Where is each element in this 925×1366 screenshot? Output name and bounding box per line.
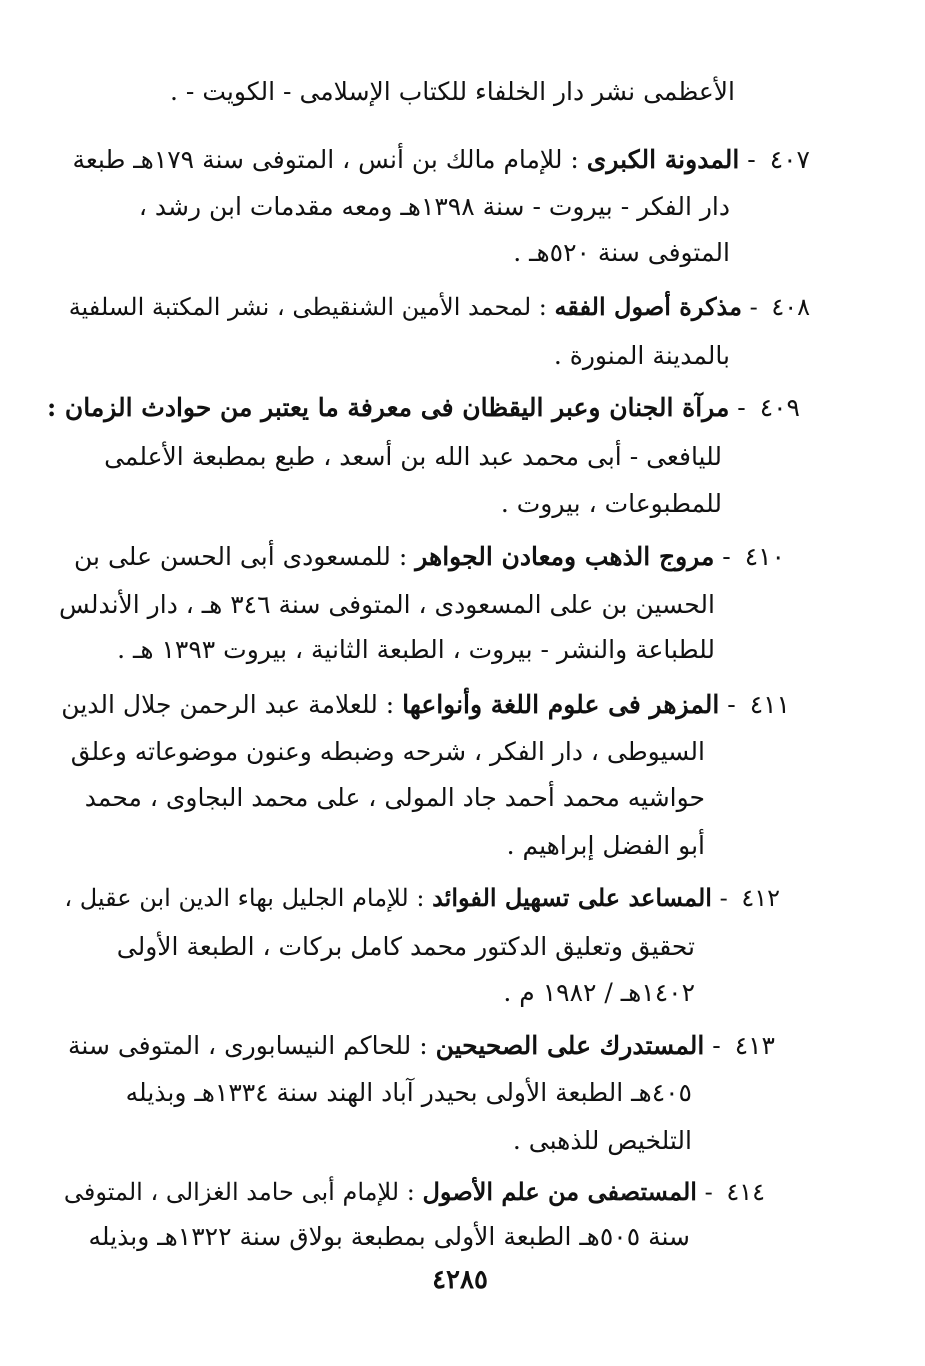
entry-first-line: ٤١٢ - المساعد على تسهيل الفوائد : للإمام الجليل بهاء الدين ابن عقيل ،	[64, 883, 780, 912]
entry-number: ٤١٤	[726, 1178, 765, 1206]
entry-title: المدونة الكبرى	[586, 145, 740, 174]
entry-number: ٤١٠	[744, 542, 785, 571]
intro-line: الأعظمى نشر دار الخلفاء للكتاب الإسلامى - الكويت - .	[170, 77, 735, 106]
entry-line: السيوطى ، دار الفكر ، شرحه وضبطه وعنون موضوعاته وعلق	[70, 737, 705, 766]
entry-first-rest: : للإمام مالك بن أنس ، المتوفى سنة ١٧٩هـ طبعة	[72, 145, 579, 174]
entry-line: لليافعى - أبى محمد عبد الله بن أسعد ، طبع بمطبعة الأعلمى	[104, 442, 722, 471]
entry-line: للطباعة والنشر - بيروت ، الطبعة الثانية ، بيروت ١٣٩٣ هـ .	[117, 635, 715, 664]
entry-title: المساعد على تسهيل الفوائد	[432, 883, 712, 912]
entry-first-line: ٤١١ - المزهر فى علوم اللغة وأنواعها : للعلامة عبد الرحمن جلال الدين	[61, 690, 790, 719]
entry-first-line: ٤١٤ - المستصفى من علم الأصول : للإمام أبى حامد الغزالى ، المتوفى	[63, 1177, 765, 1206]
entry-number: ٤١١	[749, 690, 790, 719]
entry-first-rest: : للعلامة عبد الرحمن جلال الدين	[61, 690, 395, 719]
entry-line: ٤٠٥هـ الطبعة الأولى بحيدر آباد الهند سنة ١٣٣٤هـ وبذيله	[125, 1078, 692, 1107]
entry-first-line: ٤٠٧ - المدونة الكبرى : للإمام مالك بن أنس ، المتوفى سنة ١٧٩هـ طبعة	[72, 145, 810, 174]
entry-title: مرآة الجنان وعبر اليقظان فى معرفة ما يعتبر من حوادث الزمان :	[46, 393, 730, 422]
entry-first-rest: : للمسعودى أبى الحسن على بن	[74, 542, 408, 571]
entry-first-rest: : للحاكم النيسابورى ، المتوفى سنة	[68, 1031, 428, 1060]
entry-title: المستصفى من علم الأصول	[422, 1177, 697, 1206]
entry-title: المزهر فى علوم اللغة وأنواعها	[402, 690, 720, 719]
entry-line: سنة ٥٠٥هـ الطبعة الأولى بمطبعة بولاق سنة ١٣٢٢هـ وبذيله	[88, 1222, 690, 1251]
entry-title: مروج الذهب ومعادن الجواهر	[415, 542, 715, 571]
entry-first-line: ٤٠٨ - مذكرة أصول الفقه : لمحمد الأمين الشنقيطى ، نشر المكتبة السلفية	[68, 292, 810, 321]
entry-line: المتوفى سنة ٥٢٠هـ .	[513, 238, 730, 267]
page-number: ٤٢٨٥	[432, 1265, 488, 1295]
entry-line: تحقيق وتعليق الدكتور محمد كامل بركات ، الطبعة الأولى	[116, 932, 695, 961]
entry-first-rest: : لمحمد الأمين الشنقيطى ، نشر المكتبة السلفية	[68, 293, 547, 321]
entry-line: للمطبوعات ، بيروت .	[500, 489, 722, 518]
entry-line: بالمدينة المنورة .	[553, 341, 730, 370]
entry-first-rest: : للإمام الجليل بهاء الدين ابن عقيل ،	[64, 884, 425, 912]
entry-line: الحسين بن على المسعودى ، المتوفى سنة ٣٤٦ هـ ، دار الأندلس	[58, 590, 715, 619]
entry-line: ١٤٠٢هـ / ١٩٨٢ م .	[503, 978, 695, 1007]
entry-title: المستدرك على الصحيحين	[435, 1031, 705, 1060]
entry-first-line: ٤٠٩ - مرآة الجنان وعبر اليقظان فى معرفة ما يعتبر من حوادث الزمان :	[46, 393, 800, 422]
entry-number: ٤٠٩	[759, 393, 800, 422]
entry-first-rest: : للإمام أبى حامد الغزالى ، المتوفى	[63, 1178, 415, 1206]
entry-number: ٤١٣	[734, 1031, 775, 1060]
entry-title: مذكرة أصول الفقه	[554, 292, 742, 321]
entry-first-line: ٤١٠ - مروج الذهب ومعادن الجواهر : للمسعودى أبى الحسن على بن	[74, 542, 785, 571]
entry-line: التلخيص للذهبى .	[512, 1126, 692, 1155]
entry-number: ٤٠٧	[769, 145, 810, 174]
entry-line: دار الفكر - بيروت - سنة ١٣٩٨هـ ومعه مقدمات ابن رشد ،	[138, 192, 730, 221]
entry-line: أبو الفضل إبراهيم .	[506, 831, 705, 860]
entry-first-line: ٤١٣ - المستدرك على الصحيحين : للحاكم النيسابورى ، المتوفى سنة	[68, 1031, 775, 1060]
entry-line: حواشيه محمد أحمد جاد المولى ، على محمد البجاوى ، محمد	[84, 783, 705, 812]
entry-number: ٤١٢	[741, 884, 780, 912]
entry-number: ٤٠٨	[771, 293, 810, 321]
